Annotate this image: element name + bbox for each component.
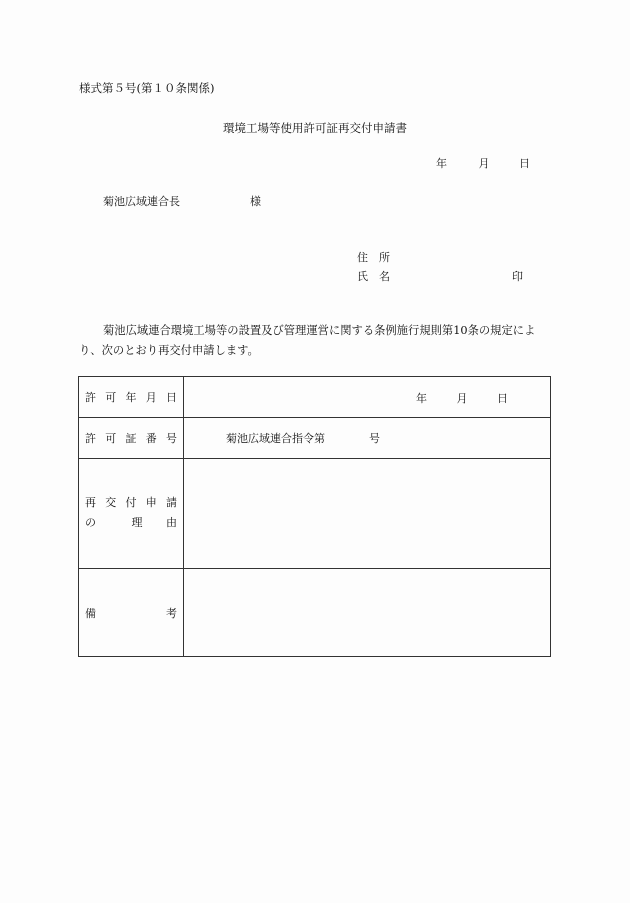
body-text: 菊池広域連合環境工場等の設置及び管理運営に関する条例施行規則第10条の規定により、次のとおり再交付申請します。 bbox=[79, 324, 536, 357]
permit-date-label bbox=[79, 377, 184, 418]
label-char: 考 bbox=[166, 606, 177, 620]
application-date[interactable] bbox=[436, 155, 530, 171]
reason-label bbox=[79, 459, 184, 569]
permit-number-suffix: 号 bbox=[369, 432, 380, 445]
permit-number-row bbox=[79, 418, 551, 459]
permit-date-field[interactable] bbox=[184, 377, 551, 418]
reason-field[interactable] bbox=[184, 459, 551, 569]
reason-row bbox=[79, 459, 551, 569]
remarks-field[interactable] bbox=[184, 569, 551, 657]
date-month-label: 月 bbox=[478, 157, 490, 170]
label-char: 許 bbox=[85, 391, 96, 404]
label-char: 証 bbox=[125, 432, 137, 445]
label-char: 番 bbox=[145, 432, 157, 445]
label-char: 月 bbox=[145, 391, 157, 404]
label-char: 理 bbox=[131, 515, 143, 529]
permit-number-field[interactable] bbox=[184, 418, 551, 459]
label-char: 備 bbox=[85, 606, 96, 620]
remarks-row bbox=[79, 569, 551, 657]
remarks-label bbox=[79, 569, 184, 657]
applicant-address-label[interactable]: 住 所 bbox=[357, 251, 390, 264]
addressee bbox=[103, 193, 261, 209]
date-day-label: 日 bbox=[519, 157, 530, 170]
label-char: 再 bbox=[85, 495, 96, 509]
label-char: 由 bbox=[166, 515, 177, 529]
permit-number-prefix: 菊池広域連合指令第 bbox=[226, 432, 325, 445]
label-char: 可 bbox=[105, 391, 117, 404]
addressee-name: 菊池広域連合長 bbox=[103, 195, 180, 208]
application-table bbox=[78, 376, 551, 657]
permit-year-label: 年 bbox=[416, 392, 427, 405]
label-char: 年 bbox=[125, 391, 137, 404]
document-title: 環境工場等使用許可証再交付申請書 bbox=[223, 121, 407, 135]
applicant-name-label[interactable]: 氏 名 bbox=[357, 270, 390, 283]
label-char: 申 bbox=[145, 495, 157, 509]
addressee-honorific: 様 bbox=[250, 195, 261, 208]
label-char: 交 bbox=[105, 495, 117, 509]
form-number: 様式第５号(第１０条関係) bbox=[79, 81, 215, 95]
label-char: の bbox=[85, 515, 96, 529]
permit-day-label: 日 bbox=[497, 392, 508, 405]
label-char: 可 bbox=[105, 432, 117, 445]
label-char: 付 bbox=[125, 495, 137, 509]
permit-number-label bbox=[79, 418, 184, 459]
permit-month-label: 月 bbox=[456, 392, 468, 405]
date-year-label: 年 bbox=[436, 157, 447, 170]
label-char: 請 bbox=[166, 495, 177, 509]
seal-mark: 印 bbox=[512, 270, 523, 283]
label-char: 許 bbox=[85, 432, 96, 445]
permit-date-row bbox=[79, 377, 551, 418]
label-char: 日 bbox=[166, 391, 177, 404]
label-char: 号 bbox=[166, 432, 177, 445]
